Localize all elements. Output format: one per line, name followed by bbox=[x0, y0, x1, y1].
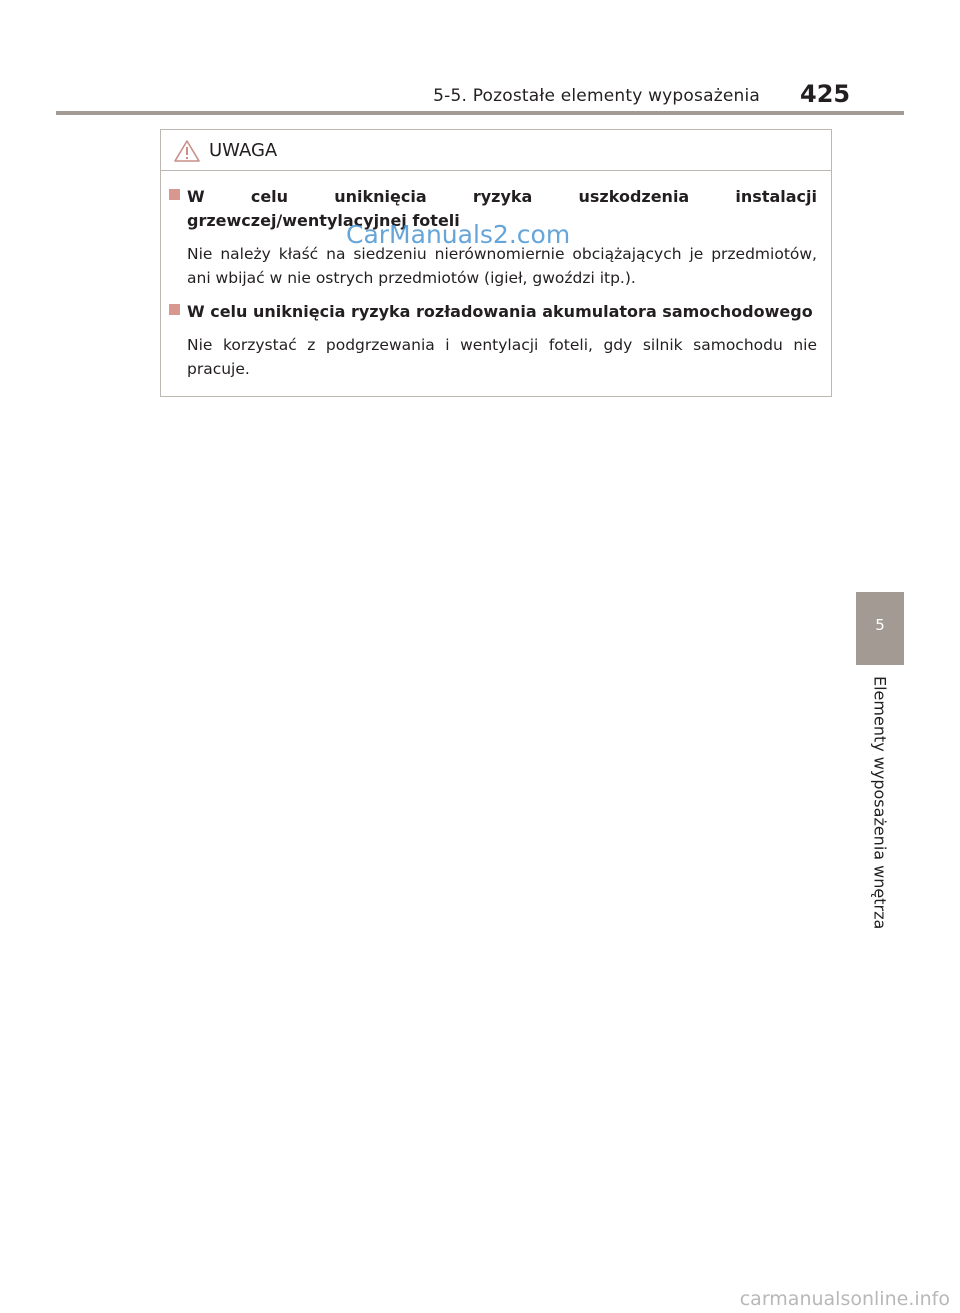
warning-section-body: Nie należy kłaść na siedzeniu nierównomiernie obciążających je przedmiotów, ani wbijać w nie ostrych przedmiotów (igieł, gwoździ itp.). bbox=[187, 245, 817, 287]
square-bullet-icon bbox=[169, 189, 180, 200]
watermark-carmanuals2: CarManuals2.com bbox=[346, 220, 571, 249]
warning-section-title: W celu uniknięcia ryzyka rozładowania akumulatora samochodowego bbox=[187, 302, 813, 321]
chapter-number: 5 bbox=[875, 616, 885, 634]
warning-header bbox=[161, 130, 831, 171]
warning-box bbox=[160, 129, 832, 397]
chapter-tab bbox=[856, 592, 904, 665]
header-divider bbox=[56, 111, 904, 115]
warning-section-body: Nie korzystać z podgrzewania i wentylacji foteli, gdy silnik samochodu nie pracuje. bbox=[187, 336, 817, 378]
warning-section-title: W celu uniknięcia ryzyka uszkodzenia instalacji grzewczej/wentylacyjnej foteli bbox=[187, 187, 817, 230]
square-bullet-icon bbox=[169, 304, 180, 315]
warning-section-2 bbox=[187, 300, 817, 381]
section-title: 5-5. Pozostałe elementy wyposażenia bbox=[433, 86, 760, 106]
chapter-label-text: Elementy wyposażenia wnętrza bbox=[870, 676, 890, 930]
chapter-label bbox=[858, 676, 902, 936]
warning-label: UWAGA bbox=[209, 140, 278, 161]
page-number: 425 bbox=[800, 80, 851, 108]
warning-triangle-icon bbox=[173, 139, 201, 163]
watermark-carmanualsonline: carmanualsonline.info bbox=[739, 1288, 950, 1310]
